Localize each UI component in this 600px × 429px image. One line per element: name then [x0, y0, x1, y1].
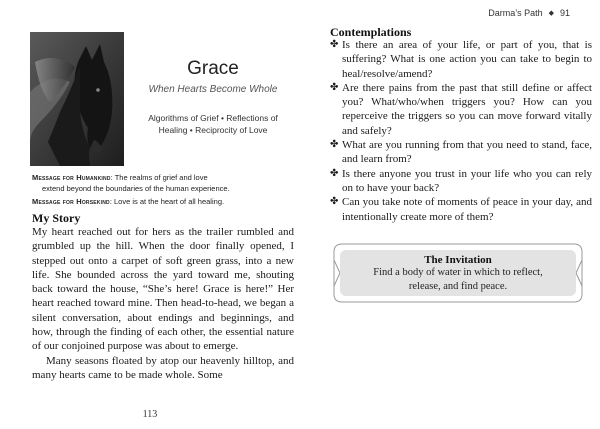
- message-horsekind-label: Message for Horsekind: [32, 197, 110, 206]
- message-horsekind-text: : Love is at the heart of all healing.: [109, 197, 225, 206]
- chapter-title: Grace: [187, 58, 239, 79]
- diamond-separator-icon: ◆: [548, 10, 554, 17]
- flower-bullet-icon: ✤: [330, 167, 339, 179]
- right-page: [300, 0, 600, 429]
- story-heading: My Story: [32, 211, 81, 225]
- contemplations-list: [330, 38, 592, 224]
- story-paragraph: My heart reached out for hers as the trailer rumbled and grumbled up the hill. When the door finally opened, I stepped out onto a carpet of soft green grass, into a new life. She bounded across the yard toward me, shouting back toward the house, “She’s here! Grace is here!” Her heart reached toward mine. Then head-to-head, we began a silent conversation, about endings and beginnings, and how, through the finding of each other, the essential nature of our conjoined purpose was about to emerge.: [32, 226, 294, 353]
- invitation-content: [340, 250, 576, 296]
- chapter-subtitle: When Hearts Become Whole: [148, 84, 278, 95]
- chapter-themes: [128, 112, 298, 136]
- flower-bullet-icon: ✤: [330, 39, 339, 50]
- flower-bullet-icon: ✤: [330, 81, 339, 93]
- left-page-number: 113: [142, 409, 158, 420]
- list-item: ✤ What are you running from that you need to stand, face, and learn from?: [330, 139, 592, 166]
- horse-image-icon: [30, 32, 124, 166]
- invitation-box: [332, 242, 584, 304]
- message-humankind-text: : The realms of grief and love: [110, 173, 208, 182]
- invitation-line-2: release, and find peace.: [408, 281, 508, 292]
- message-for-horsekind: [32, 196, 294, 207]
- themes-line-1: Algorithms of Grief • Reflections of: [148, 113, 278, 123]
- message-humankind-text-cont: extend beyond the boundaries of the human experience.: [42, 184, 230, 193]
- story-paragraph: Many seasons floated by atop our heavenly hilltop, and many hearts came to be made whole. Some: [32, 354, 294, 381]
- invitation-line-1: Find a body of water in which to reflect,: [373, 267, 543, 278]
- themes-line-2: Healing • Reciprocity of Love: [158, 125, 268, 135]
- contemplations-heading: Contemplations: [330, 25, 412, 39]
- list-item: ✤ Can you take note of moments of peace in your day, and intentionally create more of them?: [330, 196, 592, 223]
- message-for-humankind: [32, 172, 294, 194]
- invitation-title: The Invitation: [424, 254, 492, 266]
- list-item: ✤ Are there pains from the past that still define or affect you? What/who/when triggers you? How can you reperceive the triggers so you can move forward vitally and safely?: [330, 81, 592, 137]
- running-head-title: Darma’s Path: [488, 8, 543, 18]
- list-item: ✤ Is there anyone you trust in your life who you can rely on to have your back?: [330, 167, 592, 194]
- horse-photo: [30, 32, 124, 166]
- flower-bullet-icon: ✤: [330, 139, 339, 151]
- flower-bullet-icon: ✤: [330, 196, 339, 208]
- right-page-number: 91: [559, 8, 570, 18]
- list-item: ✤ Is there an area of your life, or part of you, that is suffering? What is one action you can take to begin to heal/resolve/amend?: [330, 39, 592, 80]
- message-humankind-label: Message for Humankind: [32, 173, 111, 182]
- story-body: [32, 225, 294, 382]
- running-head: [488, 8, 570, 18]
